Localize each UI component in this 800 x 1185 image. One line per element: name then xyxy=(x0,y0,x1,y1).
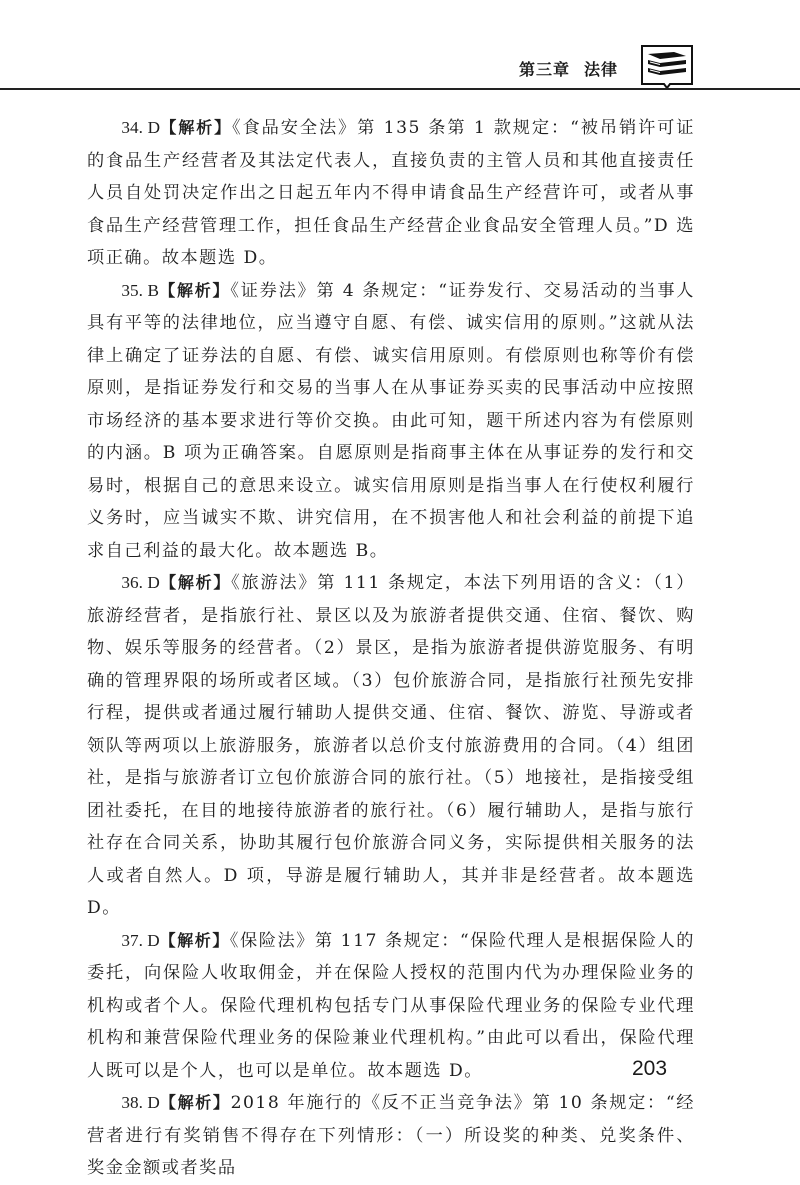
answer-text: 《旅游法》第 111 条规定，本法下列用语的含义：（1）旅游经营者，是指旅行社、景区以及为旅游者提供交通、住宿、餐饮、购物、娱乐等服务的经营者。（2）景区，是指为旅游者提供游览服务、有明确的管理界限的场所或者区域。（3）包价旅游合同，是指旅行社预先安排行程，提供或者通过履行辅助人提供交通、住宿、餐饮、游览、导游或者领队等两项以上旅游服务，旅游者以总价支付旅游费用的合同。（4）组团社，是指与旅游者订立包价旅游合同的旅行社。（5）地接社，是指接受组团社委托，在目的地接待旅游者的旅行社。（6）履行辅助人，是指与旅行社存在合同关系，协助其履行包价旅游合同义务，实际提供相关服务的法人或者自然人。D 项，导游是履行辅助人，其并非是经营者。故本题选 D。 xyxy=(87,573,695,918)
answer-number: 37. D xyxy=(121,930,160,950)
header-divider xyxy=(0,88,800,90)
answer-paragraph xyxy=(87,567,695,925)
answer-text: 《保险法》第 117 条规定：“保险代理人是根据保险人的委托，向保险人收取佣金，并在保险人授权的范围内代为办理保险业务的机构或者个人。保险代理机构包括专门从事保险代理业务的保险专业代理机构和兼营保险代理业务的保险兼业代理机构。”由此可以看出，保险代理人既可以是个人，也可以是单位。故本题选 D。 xyxy=(87,930,695,1081)
answer-text: 2018 年施行的《反不正当竞争法》第 10 条规定：“经营者进行有奖销售不得存在下列情形：（一）所设奖的种类、兑奖条件、奖金金额或者奖品 xyxy=(87,1093,695,1178)
running-head xyxy=(505,57,618,80)
answer-number: 34. D xyxy=(121,118,160,137)
chapter-label: 第三章 xyxy=(518,60,570,79)
answer-explanations xyxy=(87,112,695,1185)
answer-text: 《证券法》第 4 条规定：“证券发行、交易活动的当事人具有平等的法律地位，应当遵守自愿、有偿、诚实信用的原则。”这就从法律上确定了证券法的自愿、有偿、诚实信用原则。有偿原则也称等价有偿原则，是指证券发行和交易的当事人在从事证券买卖的民事活动中应按照市场经济的基本要求进行等价交换。由此可知，题干所述内容为有偿原则的内涵。B 项为正确答案。自愿原则是指商事主体在从事证券的发行和交易时，根据自己的意思来设立。诚实信用原则是指当事人在行使权利履行义务时，应当诚实不欺、讲究信用，在不损害他人和社会利益的前提下追求自己利益的最大化。故本题选 B。 xyxy=(87,280,695,561)
answer-paragraph xyxy=(87,112,695,275)
page-number: 203 xyxy=(632,1057,668,1080)
analysis-tag: 【解析】 xyxy=(159,1093,231,1112)
answer-number: 36. D xyxy=(121,573,160,592)
answer-paragraph xyxy=(87,925,695,1088)
answer-number: 35. B xyxy=(121,280,159,300)
chapter-title: 法律 xyxy=(583,60,618,79)
analysis-tag: 【解析】 xyxy=(159,930,230,950)
analysis-tag: 【解析】 xyxy=(160,118,233,137)
books-icon xyxy=(640,44,694,88)
answer-number: 38. D xyxy=(121,1093,160,1112)
analysis-tag: 【解析】 xyxy=(158,280,231,300)
answer-paragraph xyxy=(87,275,695,568)
answer-text: 《食品安全法》第 135 条第 1 款规定：“被吊销许可证的食品生产经营者及其法定代表人，直接负责的主管人员和其他直接责任人员自处罚决定作出之日起五年内不得申请食品生产经营许可，或者从事食品生产经营管理工作，担任食品生产经营企业食品安全管理人员。”D 选项正确。故本题选 D。 xyxy=(87,118,695,268)
answer-paragraph xyxy=(87,1087,695,1185)
page-header xyxy=(0,0,800,92)
analysis-tag: 【解析】 xyxy=(159,573,232,592)
